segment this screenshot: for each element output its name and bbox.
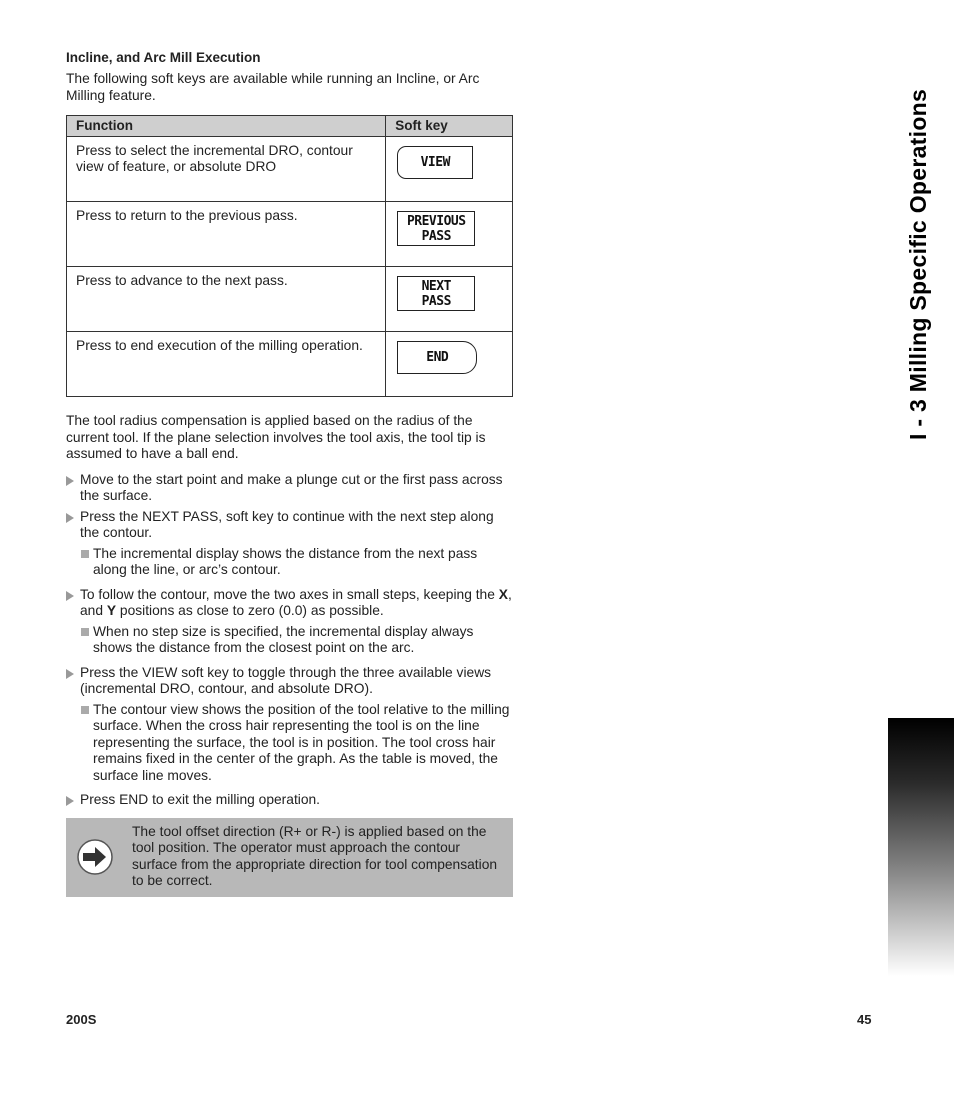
step-item: To follow the contour, move the two axes in small steps, keeping the X, and Y positions as close to zero (0.0) as possible. [66, 587, 514, 620]
note-box [66, 818, 513, 897]
footer-page-number: 45 [857, 1012, 872, 1027]
body-paragraph: The tool radius compensation is applied based on the radius of the current tool. If the plane selection involves the tool axis, the tool tip is assumed to have a ball end. [66, 413, 486, 461]
triangle-bullet-icon [66, 591, 74, 601]
step-item: Press the VIEW soft key to toggle through the three available views (incremental DRO, contour, and absolute DRO). [66, 665, 514, 698]
row-description: Press to return to the previous pass. [67, 202, 386, 267]
square-bullet-icon [81, 706, 89, 714]
sub-item: The contour view shows the position of the tool relative to the milling surface. When the cross hair representing the tool is on the line representing the surface, the tool is in position. The tool cross hair remains fixed in the center of the graph. As the table is moved, the surface line moves. [66, 702, 514, 785]
square-bullet-icon [81, 628, 89, 636]
table-row [67, 202, 513, 267]
step-item: Move to the start point and make a plunge cut or the first pass across the surface. [66, 472, 514, 505]
chapter-tab-gradient [888, 718, 954, 976]
intro-paragraph: The following soft keys are available while running an Incline, or Arc Milling feature. [66, 71, 480, 103]
section-title: Incline, and Arc Mill Execution [66, 50, 261, 65]
triangle-bullet-icon [66, 513, 74, 523]
previous-pass-softkey: PREVIOUS PASS [397, 211, 475, 246]
row-description: Press to advance to the next pass. [67, 267, 386, 332]
page-content [66, 50, 514, 897]
footer-model: 200S [66, 1012, 97, 1027]
step-item: Press END to exit the milling operation. [66, 792, 514, 809]
triangle-bullet-icon [66, 669, 74, 679]
softkey-table [66, 115, 513, 397]
view-softkey: VIEW [397, 146, 473, 179]
table-row [67, 332, 513, 397]
end-softkey: END [397, 341, 477, 374]
table-header-softkey: Soft key [386, 116, 513, 137]
step-item: Press the NEXT PASS, soft key to continue with the next step along the contour. [66, 509, 514, 542]
sub-item: The incremental display shows the distance from the next pass along the line, or arc’s contour. [66, 546, 514, 579]
row-description: Press to select the incremental DRO, contour view of feature, or absolute DRO [67, 137, 386, 202]
triangle-bullet-icon [66, 796, 74, 806]
row-description: Press to end execution of the milling operation. [67, 332, 386, 397]
chapter-title: I - 3 Milling Specific Operations [905, 88, 931, 440]
note-text: The tool offset direction (R+ or R-) is applied based on the tool position. The operator must approach the contour surface from the appropriate direction for tool compensation to be correct. [132, 823, 498, 888]
sub-item: When no step size is specified, the incremental display always shows the distance from the closest point on the arc. [66, 624, 514, 657]
table-row [67, 267, 513, 332]
triangle-bullet-icon [66, 476, 74, 486]
table-header-function: Function [67, 116, 386, 137]
table-row [67, 137, 513, 202]
arrow-right-circle-icon [76, 824, 132, 890]
next-pass-softkey: NEXT PASS [397, 276, 475, 311]
square-bullet-icon [81, 550, 89, 558]
